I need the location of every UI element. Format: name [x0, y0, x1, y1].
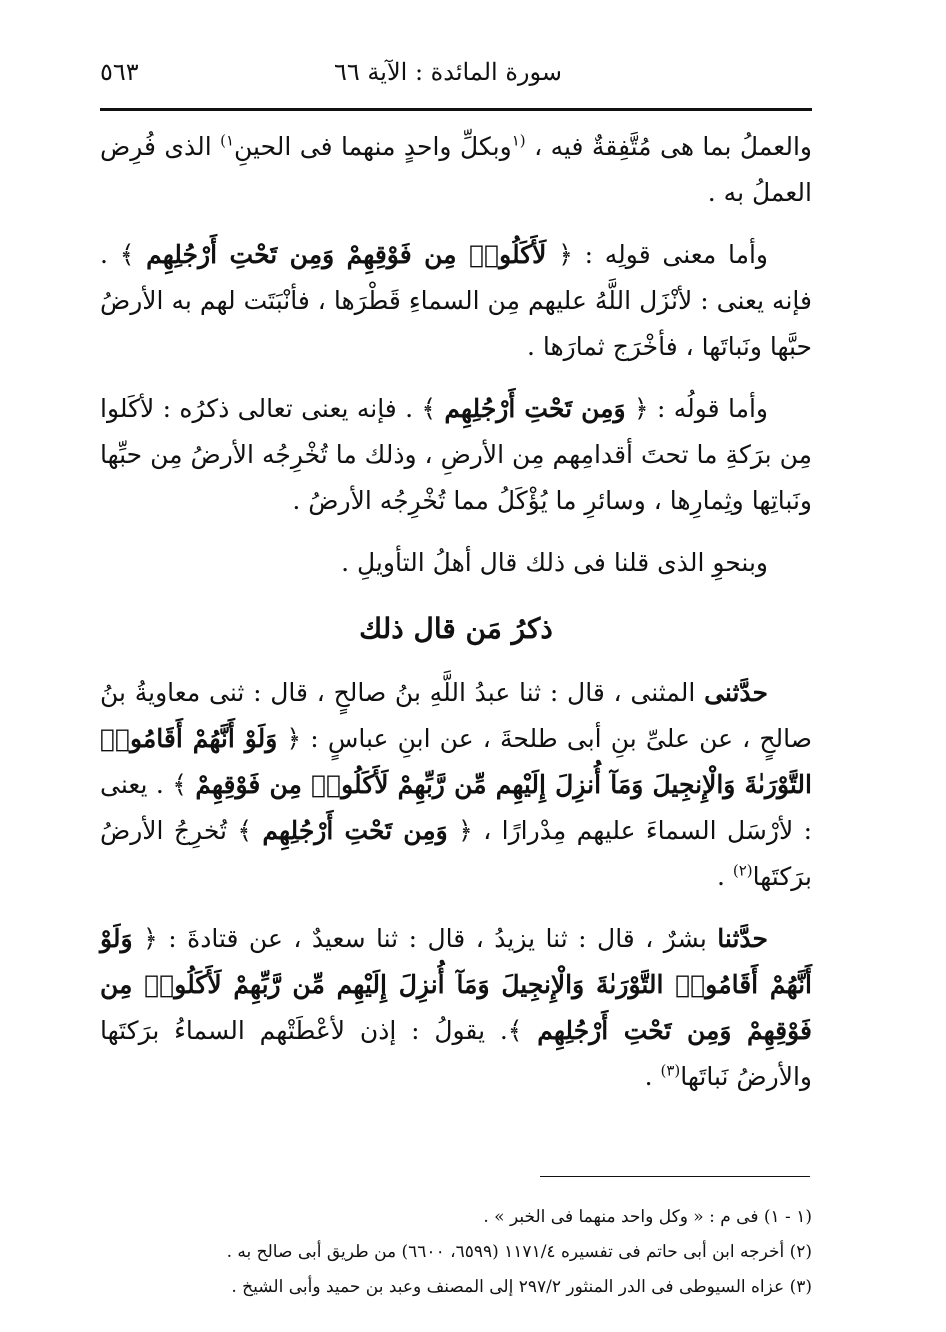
p5-text-c: تُخرِجُ الأرضُ برَكتَها: [100, 816, 812, 891]
section-heading: ذكرُ مَن قال ذلك: [359, 612, 553, 645]
p4-text: وبنحوِ الذى قلنا فى ذلك قال أهلُ التأويلِ .: [341, 548, 768, 577]
p3-verse: وَمِن تَحْتِ أَرْجُلِهِم: [444, 394, 626, 423]
p2-text-b: . فإنه يعنى : لأنْزَل اللَّهُ عليهم مِن السماءِ قَطْرَها ، فأنْبَتَت لهم به الأرضُ حبَّها ونَباتَها ، فأخْرَج ثمارَها .: [100, 240, 812, 361]
paragraph-6: [100, 916, 812, 1100]
p6-text-a: بشرٌ ، قال : ثنا يزيدُ ، قال : ثنا سعيدٌ ، عن قتادةَ :: [157, 924, 718, 953]
paragraph-4: [100, 540, 812, 586]
p6-footnote-ref: (٣): [660, 1061, 681, 1080]
p6-text-c: .: [644, 1062, 661, 1091]
p6-brace-close: ﴾: [507, 1016, 523, 1045]
p1-mark-close: ١): [220, 131, 235, 150]
p5-brace-open-2: ﴿: [458, 816, 473, 845]
body-text: [100, 124, 812, 1116]
p1-text-b: وبكلِّ واحدٍ منهما فى الحينِ: [234, 132, 512, 161]
p5-verse-1: وَلَوْ أَنَّهُمْ أَقَامُوا۟ التَّوْرَىٰةَ وَالْإِنجِيلَ وَمَآ أُنزِلَ إِلَيْهِم مِّن رَّبِّهِمْ لَأَكَلُوا۟ مِن فَوْقِهِمْ: [100, 724, 812, 799]
footnotes: [100, 1200, 812, 1305]
paragraph-2: [100, 232, 812, 370]
footnote-rule: [540, 1176, 810, 1177]
footnote-2: (٢) أخرجه ابن أبى حاتم فى تفسيره ١١٧١/٤ (٦٥٩٩، ٦٦٠٠) من طريق أبى صالح به .: [226, 1242, 812, 1262]
running-header: [100, 58, 812, 94]
p5-brace-close-1: ﴾: [172, 770, 187, 799]
p3-brace-open: ﴿: [633, 394, 649, 423]
page-number: ٥٦٣: [100, 58, 139, 86]
p6-brace-open: ﴿: [143, 924, 158, 953]
p1-text-c: الذى فُرِض العملُ به .: [100, 132, 812, 207]
footnote-3: (٣) عزاه السيوطى فى الدر المنثور ٢٩٧/٢ إلى المصنف وعبد بن حميد وأبى الشيخ .: [231, 1277, 812, 1297]
p5-footnote-ref: (٢): [732, 861, 753, 880]
p6-lead: حدَّثنا: [717, 924, 768, 953]
paragraph-1: [100, 124, 812, 216]
footnote-1: (١ - ١) فى م : « وكل واحد منهما فى الخبر » .: [483, 1207, 812, 1227]
header-rule: [100, 108, 812, 111]
p5-brace-open-1: ﴿: [286, 724, 302, 753]
running-title: سورة المائدة : الآية ٦٦: [334, 58, 562, 86]
p2-text-a: وأما معنى قولِه :: [572, 240, 768, 269]
p3-brace-close: ﴾: [421, 394, 437, 423]
p5-brace-close-2: ﴾: [237, 816, 252, 845]
p5-text-b: . يعنى : لأرْسَل السماءَ عليهم مِدْرارًا ،: [100, 770, 813, 845]
p6-text-b: . يقولُ : إذن لأعْطَتْهم السماءُ برَكتَها والأرضُ نَباتَها: [100, 1016, 812, 1091]
p5-text-a: المثنى ، قال : ثنا عبدُ اللَّهِ بنُ صالحٍ ، قال : ثنى معاويةُ بنُ صالحٍ ، عن علىِّ بنِ أبى طلحةَ ، عن ابنِ عباسٍ :: [100, 678, 812, 753]
p5-verse-2: وَمِن تَحْتِ أَرْجُلِهِم: [262, 816, 448, 845]
p5-lead: حدَّثنى: [704, 678, 768, 707]
p2-brace-open: ﴿: [558, 240, 573, 269]
p1-text-a: والعملُ بما هى مُتَّفِقةٌ فيه ،: [525, 132, 812, 161]
paragraph-5: [100, 670, 812, 900]
p3-text-b: . فإنه يعنى تعالى ذكرُه : لأكَلوا مِن برَكةِ ما تحتَ أقدامِهم مِن الأرضِ ، وذلك ما تُخْرِجُه الأرضُ مِن حبِّها ونَباتِها وثِمارِها ، وسائرِ ما يُؤْكَلُ مما تُخْرِجُه الأرضُ .: [100, 394, 812, 515]
p6-verse: وَلَوْ أَنَّهُمْ أَقَامُوا۟ التَّوْرَىٰةَ وَالْإِنجِيلَ وَمَآ أُنزِلَ إِلَيْهِم مِّن رَّبِّهِمْ لَأَكَلُوا۟ مِن فَوْقِهِمْ وَمِن تَحْتِ أَرْجُلِهِم: [100, 924, 813, 1045]
p2-verse: لَأَكَلُوا۟ مِن فَوْقِهِمْ وَمِن تَحْتِ أَرْجُلِهِم: [146, 240, 547, 269]
p1-mark-open: (١: [511, 131, 526, 150]
paragraph-3: [100, 386, 812, 524]
p2-brace-close: ﴾: [119, 240, 135, 269]
p3-text-a: وأما قولُه :: [648, 394, 768, 423]
p5-text-d: .: [716, 862, 733, 891]
